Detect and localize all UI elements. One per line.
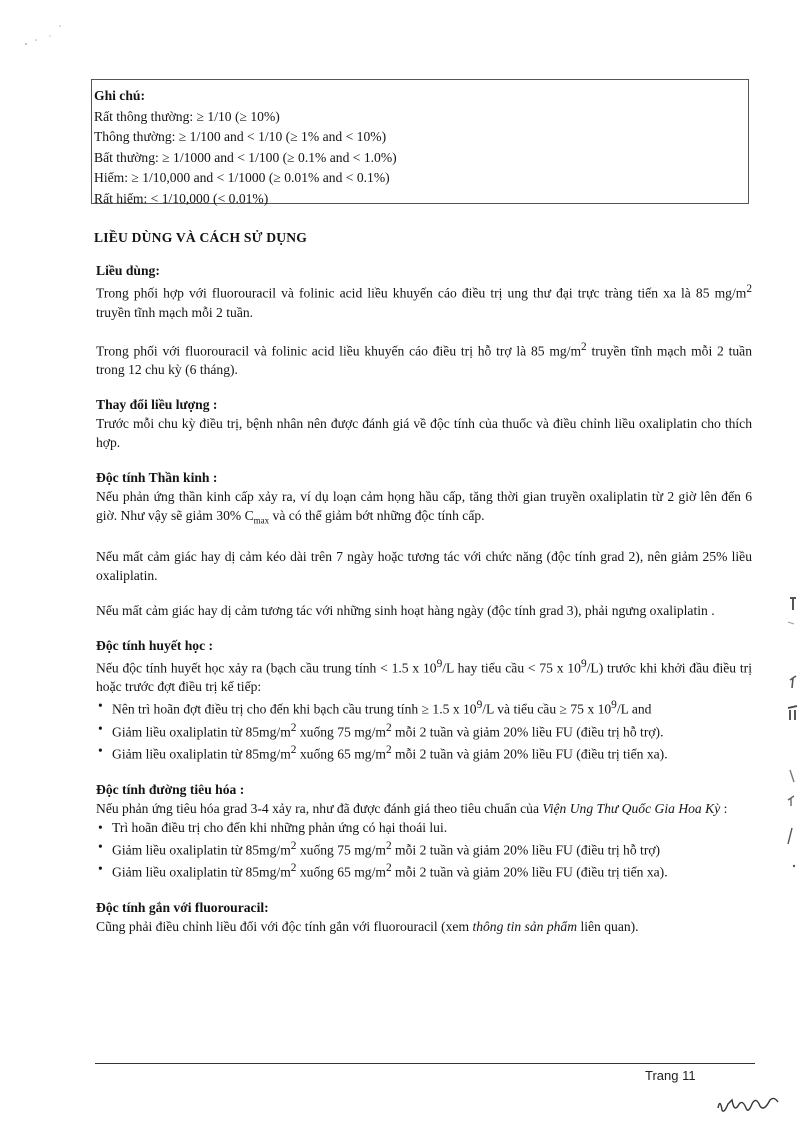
list-item: • Giảm liều oxaliplatin từ $85mg/m^2$ xuống 75 $mg/m^2$ mỗi 2 tuần và giảm 20% liều FU (điều trị hỗ trợ). bbox=[96, 719, 752, 742]
list-item: • Giảm liều oxaliplatin từ $85mg/m^2$ xuống 65 $mg/m^2$ mỗi 2 tuần và giảm 20% liều FU (điều trị tiến xa). bbox=[96, 741, 752, 764]
gi-intro: Nếu phản ứng tiêu hóa grad 3-4 xảy ra, như đã được đánh giá theo tiêu chuẩn của Viện Ung Thư Quốc Gia Hoa Kỳ : bbox=[96, 800, 728, 816]
hema-intro: Nếu độc tính huyết học xảy ra (bạch cầu trung tính < 1.5 x $10^9/L$ hay tiểu cầu < 75 x $10^9/L$) trước khi khởi đầu điều trị hoặc trước đợt điều trị kế tiếp: bbox=[96, 657, 752, 695]
main-content bbox=[96, 222, 752, 952]
list-item: • Trì hoãn điều trị cho đến khi những phản ứng có hại thoái lui. bbox=[96, 818, 752, 837]
frequency-notes-box bbox=[91, 79, 749, 204]
section-heading: LIỀU DÙNG VÀ CÁCH SỬ DỤNG bbox=[94, 230, 308, 245]
neuro-title: Độc tính Thần kinh : bbox=[96, 470, 218, 486]
notes-line: Thông thường: ≥ 1/100 and < 1/10 (≥ 1% and < 10%) bbox=[94, 129, 387, 145]
scan-artifact bbox=[22, 22, 62, 57]
notes-line: Bất thường: ≥ 1/1000 and < 1/100 (≥ 0.1% and < 1.0%) bbox=[94, 149, 397, 165]
dosage-title: Liều dùng: bbox=[96, 263, 160, 278]
dosage-paragraph-2: Trong phối với fluorouracil và folinic acid liều khuyến cáo điều trị hỗ trợ là 85 $mg/m^2$ truyền tĩnh mạch mỗi 2 tuần trong 12 chu kỳ (6 tháng). bbox=[96, 340, 752, 378]
list-item: • Giảm liều oxaliplatin từ $85mg/m^2$ xuống 65 $mg/m^2$ mỗi 2 tuần và giảm 20% liều FU (điều trị tiến xa). bbox=[96, 859, 752, 882]
list-item: • Giảm liều oxaliplatin từ $85mg/m^2$ xuống 75 $mg/m^2$ mỗi 2 tuần và giảm 20% liều FU (điều trị hỗ trợ) bbox=[96, 837, 752, 860]
gi-title: Độc tính đường tiêu hóa : bbox=[96, 781, 245, 797]
adjust-paragraph: Trước mỗi chu kỳ điều trị, bệnh nhân nên được đánh giá về độc tính của thuốc và điều chỉnh liều oxaliplatin cho thích hợp. bbox=[96, 416, 752, 451]
signature-mark bbox=[712, 1090, 782, 1123]
hema-list bbox=[96, 696, 752, 764]
neuro-paragraph-3: Nếu mất cảm giác hay dị cảm tương tác với những sinh hoạt hàng ngày (độc tính grad 3), phải ngưng oxaliplatin . bbox=[96, 602, 715, 618]
adjust-title: Thay đổi liều lượng : bbox=[96, 397, 218, 413]
list-item: • Nên trì hoãn đợt điều trị cho đến khi bạch cầu trung tính ≥ 1.5 x $10^9/L$ và tiểu cầu ≥ 75 x $10^9/L$ and bbox=[96, 696, 752, 719]
neuro-paragraph-1: Nếu phản ứng thần kinh cấp xảy ra, ví dụ loạn cảm họng hầu cấp, tăng thời gian truyền oxaliplatin từ 2 giờ lên đến 6 giờ. Như vậy sẽ giảm 30% $C_{max}$ và có thể giảm bớt những độc tính cấp. bbox=[96, 489, 752, 526]
fluoro-title: Độc tính gắn với fluorouracil: bbox=[96, 899, 269, 915]
page-number: Trang 11 bbox=[645, 1068, 696, 1083]
fluoro-paragraph: Cũng phải điều chỉnh liều đối với độc tính gắn với fluorouracil (xem thông tin sản phẩm liên quan). bbox=[96, 918, 639, 934]
dosage-paragraph-1: Trong phối hợp với fluorouracil và folinic acid liều khuyến cáo điều trị ung thư đại trực tràng tiến xa là 85 $mg/m^2$ truyền tĩnh mạch mỗi 2 tuần. bbox=[96, 283, 752, 320]
neuro-paragraph-2: Nếu mất cảm giác hay dị cảm kéo dài trên 7 ngày hoặc tương tác với chức năng (độc tính grad 2), nên giảm 25% liều oxaliplatin. bbox=[96, 548, 752, 583]
scan-edge-marks bbox=[780, 590, 799, 895]
notes-line: Hiếm: ≥ 1/10,000 and < 1/1000 (≥ 0.01% and < 0.1%) bbox=[94, 170, 390, 186]
notes-line: Rất thông thường: ≥ 1/10 (≥ 10%) bbox=[94, 108, 280, 124]
hema-title: Độc tính huyết học : bbox=[96, 637, 214, 653]
notes-title: Ghi chú: bbox=[94, 88, 145, 103]
footer-divider bbox=[95, 1063, 755, 1064]
gi-list bbox=[96, 818, 752, 882]
notes-line: Rất hiếm: < 1/10,000 (< 0.01%) bbox=[94, 190, 269, 206]
